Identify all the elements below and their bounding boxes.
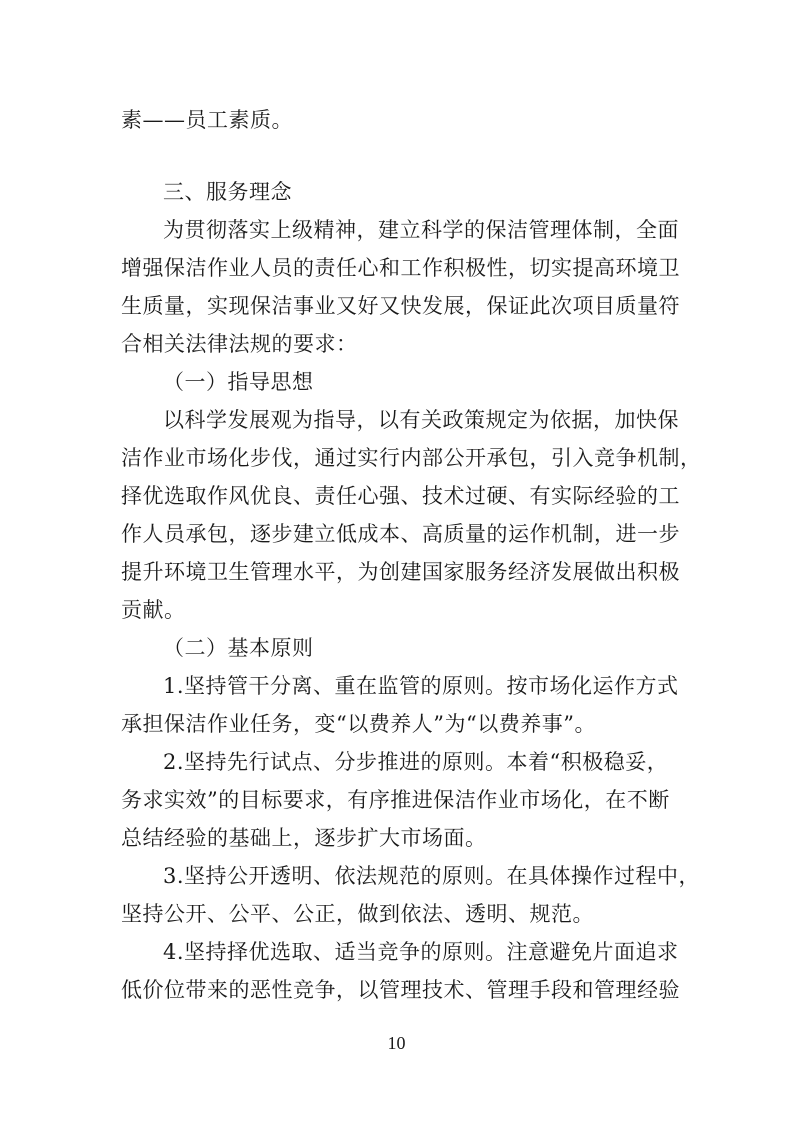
text-line: 3.坚持公开透明、依法规范的原则。在具体操作过程中， — [163, 864, 701, 888]
page-number: 10 — [387, 1033, 406, 1053]
text-line: 总结经验的基础上，逐步扩大市场面。 — [121, 826, 487, 850]
text-line: 洁作业市场化步伐，通过实行内部公开承包，引入竞争机制， — [121, 446, 702, 470]
text-line: 合相关法律法规的要求： — [121, 332, 358, 356]
text-line: 4.坚持择优选取、适当竞争的原则。注意避免片面追求 — [163, 940, 679, 964]
text-line: 生质量，实现保洁事业又好又快发展，保证此次项目质量符 — [121, 294, 680, 318]
text-line: 择优选取作风优良、责任心强、技术过硬、有实际经验的工 — [121, 484, 680, 508]
subsection-heading: （一）指导思想 — [163, 370, 314, 394]
text-line: 2.坚持先行试点、分步推进的原则。本着“积极稳妥， — [163, 750, 669, 774]
text-line: 素——员工素质。 — [121, 108, 293, 132]
text-line: 以科学发展观为指导，以有关政策规定为依据，加快保 — [163, 408, 679, 432]
subsection-heading: （二）基本原则 — [163, 636, 314, 660]
text-line: 务求实效”的目标要求，有序推进保洁作业市场化，在不断 — [121, 788, 670, 812]
text-line: 低价位带来的恶性竞争，以管理技术、管理手段和管理经验 — [121, 978, 680, 1002]
text-line: 提升环境卫生管理水平，为创建国家服务经济发展做出积极 — [121, 560, 680, 584]
text-line: 贡献。 — [121, 598, 186, 622]
text-line: 作人员承包，逐步建立低成本、高质量的运作机制，进一步 — [121, 522, 680, 546]
section-heading: 三、服务理念 — [163, 180, 292, 204]
text-line: 坚持公开、公平、公正，做到依法、透明、规范。 — [121, 902, 594, 926]
text-line: 承担保洁作业任务，变“以费养人”为“以费养事”。 — [121, 712, 596, 736]
text-line: 1.坚持管干分离、重在监管的原则。按市场化运作方式 — [163, 674, 679, 698]
text-line: 增强保洁作业人员的责任心和工作积极性，切实提高环境卫 — [121, 256, 680, 280]
text-line: 为贯彻落实上级精神，建立科学的保洁管理体制，全面 — [163, 218, 679, 242]
